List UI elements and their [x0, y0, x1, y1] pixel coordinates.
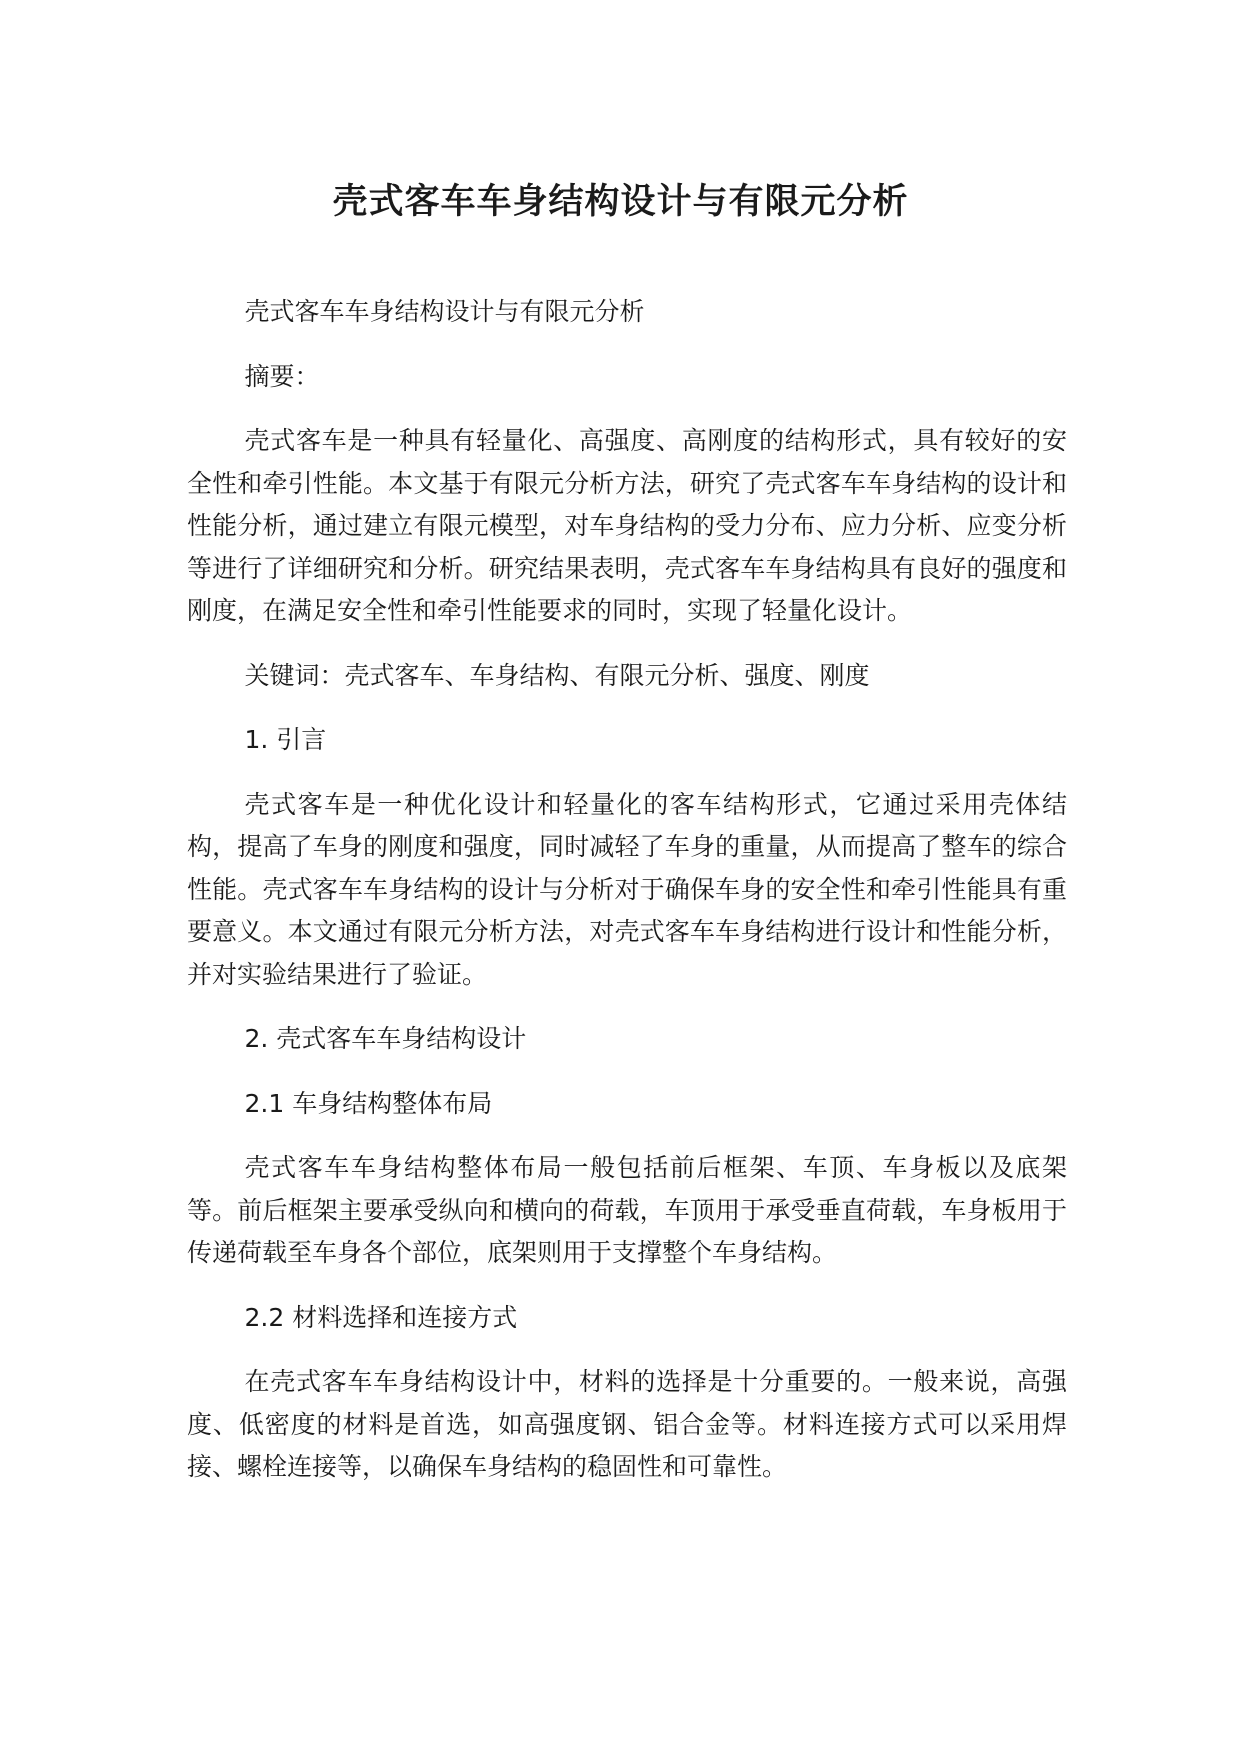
document-title: 壳式客车车身结构设计与有限元分析 — [332, 182, 909, 222]
document-body — [187, 291, 1067, 1511]
section-heading-design: 2. 壳式客车车身结构设计 — [244, 1024, 527, 1053]
introduction-text: 壳式客车是一种优化设计和轻量化的客车结构形式，它通过采用壳体结构，提高了车身的刚度和强度，同时减轻了车身的重量，从而提高了整车的综合性能。壳式客车车身结构的设计与分析对于确保车身的安全性和牵引性能具有重要意义。本文通过有限元分析方法，对壳式客车车身结构进行设计和性能分析，并对实验结果进行了验证。 — [187, 789, 1067, 989]
keywords: 关键词：壳式客车、车身结构、有限元分析、强度、刚度 — [244, 660, 870, 690]
abstract-heading: 摘要： — [244, 361, 320, 391]
section-heading-introduction: 1. 引言 — [244, 725, 327, 754]
abstract-text: 壳式客车是一种具有轻量化、高强度、高刚度的结构形式，具有较好的安全性和牵引性能。本文基于有限元分析方法，研究了壳式客车车身结构的设计和性能分析，通过建立有限元模型，对车身结构的受力分布、应力分析、应变分析等进行了详细研究和分析。研究结果表明，壳式客车车身结构具有良好的强度和刚度，在满足安全性和牵引性能要求的同时，实现了轻量化设计。 — [187, 426, 1067, 625]
layout-text: 壳式客车车身结构整体布局一般包括前后框架、车顶、车身板以及底架等。前后框架主要承受纵向和横向的荷载，车顶用于承受垂直荷载，车身板用于传递荷载至车身各个部位，底架则用于支撑整个车身结构。 — [187, 1153, 1067, 1267]
subtitle: 壳式客车车身结构设计与有限元分析 — [244, 297, 645, 326]
subsection-heading-materials: 2.2 材料选择和连接方式 — [244, 1302, 518, 1332]
subsection-heading-layout: 2.1 车身结构整体布局 — [244, 1088, 493, 1118]
materials-text: 在壳式客车车身结构设计中，材料的选择是十分重要的。一般来说，高强度、低密度的材料是首选，如高强度钢、铝合金等。材料连接方式可以采用焊接、螺栓连接等，以确保车身结构的稳固性和可靠性。 — [187, 1367, 1067, 1481]
